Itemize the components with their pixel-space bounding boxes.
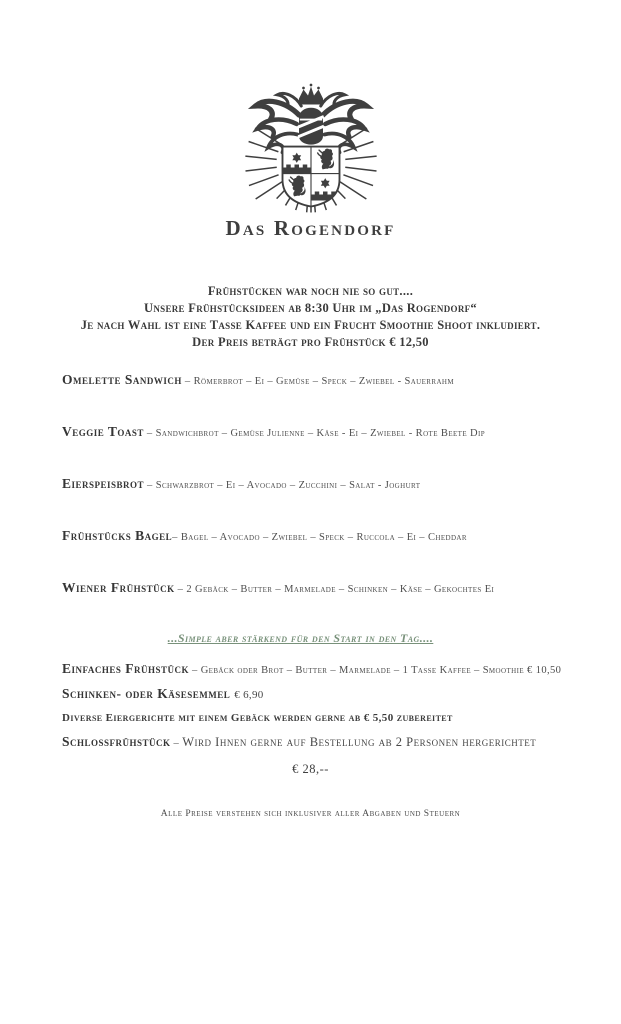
menu-item-separator: –: [174, 584, 187, 595]
menu-item-name: Veggie Toast: [62, 424, 144, 439]
menu-item-description: 2 Gebäck – Butter – Marmelade – Schinken – Käse – Gekochtes Ei: [186, 584, 495, 595]
menu-item-description: Bagel – Avocado – Zwiebel – Speck – Ruccola – Ei – Cheddar: [180, 532, 467, 543]
menu-item-name: Wiener Frühstück: [62, 580, 175, 595]
intro-line-3: Je nach Wahl ist eine Tasse Kaffee und ein Frucht Smoothie Shoot inkludiert.: [80, 318, 541, 332]
menu-item-separator: –: [144, 480, 156, 491]
menu-item-name: Schinken- oder Käsesemmel: [62, 686, 231, 701]
egg-dishes-note: Diverse Eiergerichte mit einem Gebäck werden gerne ab € 5,50 zubereitet: [62, 712, 453, 724]
menu-item-name: Frühstücks Bagel: [62, 528, 173, 543]
menu-item-description: Schwarzbrot – Ei – Avocado – Zucchini – Salat - Joghurt: [155, 480, 421, 491]
breakfast-menu-list: [62, 371, 621, 599]
menu-item: [62, 685, 601, 704]
menu-item: [62, 371, 601, 391]
menu-item: [62, 527, 601, 547]
menu-item-name: Omelette Sandwich: [62, 372, 182, 387]
menu-item-description: Sandwichbrot – Gemüse Julienne – Käse - Ei – Zwiebel - Rote Beete Dip: [155, 428, 486, 439]
menu-item: [62, 475, 601, 495]
simple-breakfast-section: [62, 660, 621, 752]
menu-item-separator: –: [143, 428, 156, 439]
restaurant-name: Das Rogendorf: [225, 216, 396, 240]
menu-item: [62, 579, 601, 599]
mantling-right-icon: [320, 93, 366, 152]
menu-item-price: € 6,90: [234, 689, 264, 701]
menu-item-description: Wird Ihnen gerne auf Bestellung ab 2 Personen hergerichtet: [182, 735, 537, 749]
footer-note: Alle Preise verstehen sich inklusiver aller Abgaben und Steuern: [160, 809, 461, 819]
menu-item: [62, 423, 601, 443]
brand-header: [0, 0, 621, 241]
heraldic-shield: [282, 147, 339, 207]
menu-item-separator: –: [181, 376, 194, 387]
intro-line-4: Der Preis beträgt pro Frühstück € 12,50: [192, 335, 429, 349]
intro-line-1: Frühstücken war noch nie so gut....: [207, 284, 414, 298]
menu-item: [62, 660, 601, 679]
menu-item-separator: –: [170, 738, 183, 749]
crown-icon: [299, 84, 323, 105]
intro-line-2: Unsere Frühstücksideen ab 8:30 Uhr im „Das Rogendorf“: [144, 301, 477, 315]
menu-item-name: Eierspeisbrot: [62, 476, 145, 491]
section-divider-note: ...Simple aber stärkend für den Start in den Tag....: [167, 631, 434, 645]
menu-item-separator: –: [188, 665, 201, 676]
rogendorf-crest-icon: [236, 82, 386, 214]
menu-item-name: Schlossfrühstück: [62, 734, 171, 749]
menu-item-name: Einfaches Frühstück: [62, 661, 189, 676]
menu-item-description: Gebäck oder Brot – Butter – Marmelade – 1 Tasse Kaffee – Smoothie € 10,50: [200, 665, 562, 676]
mantling-left-icon: [255, 93, 301, 152]
schlossfruehstueck-price: € 28,--: [292, 762, 329, 776]
menu-item-separator: –: [172, 532, 181, 543]
intro-block: [0, 283, 621, 351]
menu-item: [62, 733, 601, 752]
helmet-icon: [298, 108, 324, 143]
menu-item-description: Römerbrot – Ei – Gemüse – Speck – Zwiebel - Sauerrahm: [193, 376, 454, 387]
